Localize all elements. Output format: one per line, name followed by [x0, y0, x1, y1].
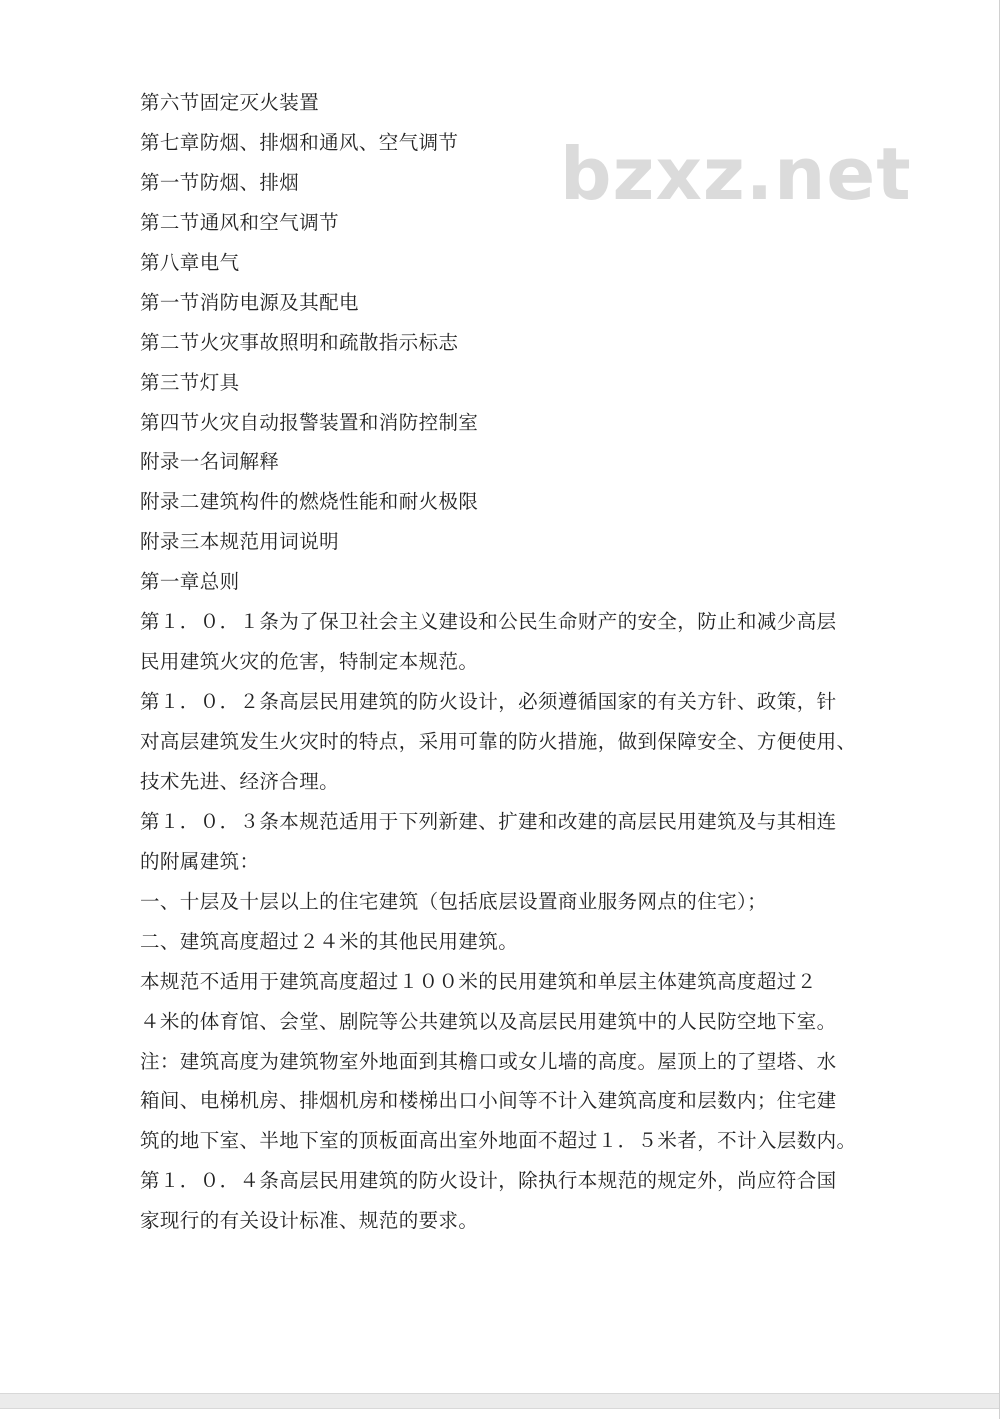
text-line: 第一节消防电源及其配电: [140, 290, 359, 314]
horizontal-scrollbar[interactable]: [0, 1393, 1000, 1409]
text-line: 一、十层及十层以上的住宅建筑（包括底层设置商业服务网点的住宅）；: [140, 889, 768, 913]
text-line: 民用建筑火灾的危害，特制定本规范。: [140, 650, 479, 674]
text-line: 附录三本规范用词说明: [140, 530, 340, 554]
text-line: 第１．０．１条为了保卫社会主义建设和公民生命财产的安全，防止和减少高层: [140, 610, 837, 634]
text-line: 箱间、电梯机房、排烟机房和楼梯出口小间等不计入建筑高度和层数内；住宅建: [140, 1089, 837, 1113]
text-line: 第二节火灾事故照明和疏散指示标志: [140, 330, 459, 354]
watermark: bzxz.net: [560, 132, 912, 216]
text-line: 注：建筑高度为建筑物室外地面到其檐口或女儿墙的高度。屋顶上的了望塔、水: [140, 1049, 837, 1073]
text-line: 第一节防烟、排烟: [140, 170, 300, 194]
text-line: 第１．０．３条本规范适用于下列新建、扩建和改建的高层民用建筑及与其相连: [140, 809, 837, 833]
text-line: 第八章电气: [140, 250, 240, 274]
text-line: 第三节灯具: [140, 370, 240, 394]
text-line: 家现行的有关设计标准、规范的要求。: [140, 1209, 479, 1233]
text-line: 技术先进、经济合理。: [140, 769, 340, 793]
text-line: ４米的体育馆、会堂、剧院等公共建筑以及高层民用建筑中的人民防空地下室。: [140, 1009, 837, 1033]
text-line: 的附属建筑：: [140, 849, 260, 873]
text-line: 第四节火灾自动报警装置和消防控制室: [140, 410, 479, 434]
text-line: 二、建筑高度超过２４米的其他民用建筑。: [140, 929, 519, 953]
text-line: 第一章总则: [140, 570, 240, 594]
text-line: 第二节通风和空气调节: [140, 210, 340, 234]
text-line: 第七章防烟、排烟和通风、空气调节: [140, 130, 459, 154]
text-line: 第１．０．４条高层民用建筑的防火设计，除执行本规范的规定外，尚应符合国: [140, 1169, 837, 1193]
text-line: 本规范不适用于建筑高度超过１００米的民用建筑和单层主体建筑高度超过２: [140, 969, 817, 993]
text-line: 第１．０．２条高层民用建筑的防火设计，必须遵循国家的有关方针、政策，针: [140, 690, 837, 714]
text-line: 附录一名词解释: [140, 450, 280, 474]
text-line: 筑的地下室、半地下室的顶板面高出室外地面不超过１．５米者，不计入层数内。: [140, 1129, 857, 1153]
document-body: [140, 88, 860, 1246]
text-line: 第六节固定灭火装置: [140, 91, 320, 114]
text-line: 对高层建筑发生火灾时的特点，采用可靠的防火措施，做到保障安全、方便使用、: [140, 730, 857, 753]
text-line: 附录二建筑构件的燃烧性能和耐火极限: [140, 490, 479, 514]
